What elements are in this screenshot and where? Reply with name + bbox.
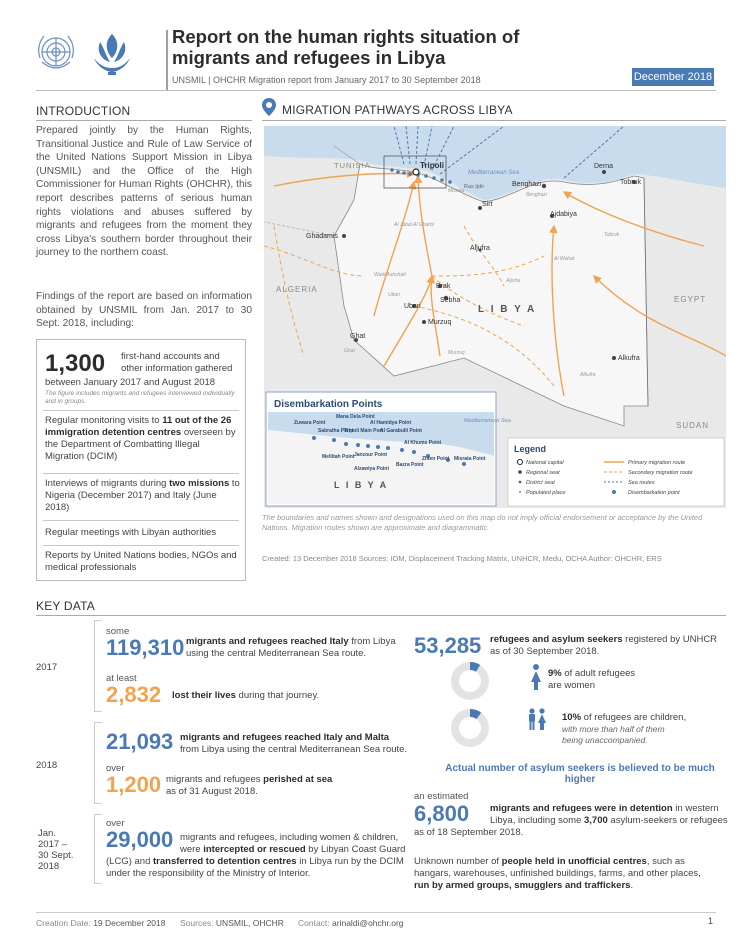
intercepted-desc-3: (LCG) and transferred to detention centres in Libya run by the DCIM (106, 856, 404, 867)
district-ubari: Ubari (388, 292, 400, 298)
at-least-label: at least (106, 673, 137, 684)
bracket-2017 (94, 620, 102, 712)
intercepted-desc-2: were intercepted or rescued by Libyan Coast Guard (180, 844, 406, 855)
algeria-label: ALGERIA (276, 285, 318, 294)
period-label: 2018 (38, 861, 60, 872)
city-ghat: Ghat (350, 333, 366, 340)
women-stat: 9% of adult refugees (548, 668, 636, 679)
report-subtitle: UNSMIL | OHCHR Migration report from January 2017 to 30 September 2018 (172, 75, 481, 85)
inset-point-label: Tripoli Main Port (344, 428, 384, 434)
detention-desc: migrants and refugees were in detention in western (490, 803, 719, 814)
deaths-2017: 2,832 (106, 682, 162, 707)
legend-item: Populated place (526, 490, 566, 496)
children-stat-3: being unaccompanied. (562, 735, 648, 745)
inset-point-label: Zliten Point (422, 456, 450, 462)
city-sirt: Sirt (482, 201, 493, 208)
inset-point-label: Zuwara Point (294, 420, 326, 426)
sea-label: Mediterranean Sea (468, 170, 520, 176)
inset-point-label: Al Khums Point (404, 440, 442, 446)
sources-factbox (36, 339, 246, 581)
reports-item: Reports by United Nations bodies, NGOs and medical professionals (45, 550, 237, 573)
intercepted-desc-1: migrants and refugees, including women & children, (180, 832, 399, 843)
unofficial-line-3: run by armed groups, smugglers and traffickers. (414, 880, 634, 891)
city-ubari: Ubari (404, 303, 421, 310)
monitoring-item: Regular monitoring visits to 11 out of the 26 immigration detention centres overseen by the Department of Combatting Illegal Migration (DCIM) (45, 415, 236, 462)
period-label: 30 Sept. (38, 850, 74, 861)
capital-marker (413, 169, 419, 175)
district-aljufra: Aljufra (506, 278, 521, 284)
detention-total: 6,800 (414, 801, 470, 826)
footer-contact: Contact: arinaldi@ohchr.org (298, 918, 404, 928)
header-rule (36, 90, 716, 91)
women-stat-2: are women (548, 680, 595, 691)
accounts-number: 1,300 (45, 350, 106, 377)
inset-point-label: Al Hamidya Point (370, 420, 412, 426)
district-wahat: Al Wahat (554, 256, 575, 262)
findings-paragraph: Findings of the report are based on information obtained by UNSMIL from Jan. 2017 to 30 Sept. 2018, including: (36, 291, 252, 330)
inset-title: Disembarkation Points (274, 399, 383, 410)
over-label: over (106, 763, 125, 774)
accounts-text: first-hand accounts and other information gathered (121, 351, 233, 374)
deaths-2017-desc: lost their lives during that journey. (172, 690, 320, 701)
key-data-heading: KEY DATA (36, 599, 95, 613)
city-brak: Brak (436, 283, 451, 290)
accounts-note: The figure includes migrants and refugees interviewed individually and in groups. (45, 390, 235, 405)
egypt-label: EGYPT (674, 295, 707, 304)
inset-point-label: Al Garabulli Point (380, 428, 422, 434)
inset-point-label: Mana Dela Point (336, 414, 375, 420)
intercepted-desc-4: under the responsibility of the Ministry of Interior. (106, 868, 311, 879)
italy-malta-arrivals-2018-desc: migrants and refugees reached Italy and Malta (180, 732, 390, 743)
district-alkufra: Alkufra (580, 372, 596, 378)
map-heading: MIGRATION PATHWAYS ACROSS LIBYA (282, 103, 513, 117)
city-ajdabiya: Ajdabiya (550, 211, 577, 218)
un-ohchr-logos-icon (32, 28, 156, 80)
women-donut-chart (450, 661, 490, 701)
city-aljufra: Aljufra (470, 245, 490, 252)
refugees-desc: refugees and asylum seekers registered by UNHCR (490, 634, 718, 645)
legend-title: Legend (514, 444, 547, 454)
period-label: Jan. (38, 828, 56, 839)
legend-route: Sea routes (628, 480, 655, 486)
map-legend (508, 438, 724, 506)
city-ras-ijdir: Ras Ijdir (464, 184, 485, 190)
inset-point-label: Sabratha Point (318, 428, 354, 434)
city-derna: Derna (594, 163, 614, 170)
period-label: 2017 – (38, 839, 68, 850)
header-divider (166, 30, 168, 90)
inset-point-label: Janzour Point (354, 452, 388, 458)
detention-desc-2: Libya, including some 3,700 asylum-seekers or refugees (490, 815, 728, 826)
unofficial-line-1: Unknown number of people held in unofficial centres, such as (414, 856, 685, 867)
refugees-date: as of 30 September 2018. (490, 646, 600, 657)
label-2017: 2017 (36, 662, 58, 673)
footer-sources: Sources: UNSMIL, OHCHR (180, 918, 284, 928)
legend-item: District seat (526, 480, 555, 486)
children-stat: 10% of refugees are children, (562, 712, 687, 723)
unofficial-line-2: hangars, warehouses, unfinished buildings, farms, and other places, (414, 868, 701, 879)
map-disclaimer: The boundaries and names shown and designations used on this map do not imply official endorsement or acceptance by the United Nations. Migration routes shown are approximate and diagrammatic. (262, 513, 703, 532)
district-tobruk: Tobruk (604, 232, 620, 238)
legend-item: National capital (526, 460, 564, 466)
inset-libya: L I B Y A (334, 480, 389, 490)
asylum-seekers-highlight: Actual number of asylum seekers is believed to be much higher (445, 763, 715, 785)
deaths-2018-date: as of 31 August 2018. (166, 786, 258, 797)
bracket-2018 (94, 722, 102, 804)
italy-arrivals-2017-desc: migrants and refugees reached Italy from Libya using the central Mediterranean Sea route. (186, 636, 396, 659)
map-credit: Created: 13 December 2018 Sources: IOM, Displacement Tracking Matrix, UNHCR, Medu, OCHA Author: OHCHR, ERS (262, 554, 662, 563)
inset-point-label: Alzawiya Point (354, 466, 390, 472)
district-ghat: Ghat (344, 348, 355, 354)
deaths-2018-desc: migrants and refugees perished at sea (166, 774, 333, 785)
inset-point-label: Misrata Point (454, 456, 486, 462)
sudan-label: SUDAN (676, 421, 710, 430)
footer-rule (36, 912, 716, 913)
disembarkation-inset (266, 392, 511, 506)
woman-icon (530, 664, 542, 690)
footer-creation: Creation Date: 19 December 2018 (36, 918, 166, 928)
factbox-divider (43, 473, 239, 474)
city-sebha: Sebha (440, 297, 461, 304)
italy-arrivals-2017: 119,310 (106, 635, 185, 660)
factbox-divider (43, 520, 239, 521)
detention-date: as of 18 September 2018. (414, 827, 524, 838)
city-benghazi: Benghazi (512, 181, 542, 188)
children-icon (526, 708, 548, 730)
factbox-divider (43, 545, 239, 546)
intercepted-total: 29,000 (106, 827, 174, 852)
legend-route: Disembarkation point (628, 490, 680, 496)
city-tobruk: Tobruk (620, 179, 642, 186)
page-number: 1 (708, 916, 714, 926)
meetings-item: Regular meetings with Libyan authorities (45, 527, 217, 538)
inset-point-label: Mellitah Point (322, 454, 355, 460)
italy-malta-route-desc: from Libya using the central Mediterranean Sea route. (180, 744, 408, 755)
intro-heading: INTRODUCTION (36, 104, 131, 118)
tunisia-label: TUNISIA (334, 161, 371, 170)
inset-point-label: Bazra Point (396, 462, 424, 468)
district-murzuq: Murzuq (448, 350, 465, 356)
district-wadi: Wadi Ashshati (374, 272, 406, 278)
intro-rule (36, 120, 252, 121)
map-rule (262, 120, 726, 121)
label-2018: 2018 (36, 760, 58, 771)
map-pin-icon (262, 98, 276, 116)
city-tripoli: Tripoli (420, 161, 444, 170)
city-ghadamis: Ghadamis (306, 233, 338, 240)
bracket-period (94, 814, 102, 884)
libya-label: L I B Y A (478, 304, 537, 315)
district-jabal: Al Jabal Al Gharbi (394, 222, 434, 228)
district-misrata: Misrata (448, 188, 465, 194)
legend-item: Regional seat (526, 470, 560, 476)
intro-paragraph: Prepared jointly by the Human Rights, Transitional Justice and Rule of Law Service of the United Nations Support Mission in Libya (UNSMIL) and the Office of the High Commissioner for Human Rights (OHCHR), this report describes patterns of serious human rights violations and abuses suffered by migrants and refugees from the moment they cross Libya's southern border throughout their journey to the northern coast. (36, 125, 252, 259)
report-title: Report on the human rights situation of migrants and refugees in Libya (172, 26, 520, 68)
city-alkufra: Alkufra (618, 355, 640, 362)
estimated-label: an estimated (414, 791, 469, 802)
legend-route: Secondary migration route (628, 470, 693, 476)
date-badge: December 2018 (632, 68, 714, 86)
children-donut-chart (450, 708, 490, 748)
accounts-period: between January 2017 and August 2018 (45, 377, 216, 388)
italy-malta-arrivals-2018: 21,093 (106, 729, 174, 754)
city-murzuq: Murzuq (428, 319, 452, 326)
over-label: over (106, 818, 125, 829)
some-label: some (106, 626, 130, 637)
district-benghazi: Benghazi (526, 192, 547, 198)
inset-sea: Mediterranean Sea (464, 418, 511, 424)
interviews-item: Interviews of migrants during two missions to Nigeria (December 2017) and Italy (June 2018) (45, 478, 240, 513)
factbox-divider (43, 410, 239, 411)
children-stat-2: with more than half of them (562, 724, 665, 734)
key-data-rule (36, 615, 726, 616)
report-page (14, 6, 736, 928)
refugees-total: 53,285 (414, 633, 482, 658)
migration-map (264, 126, 726, 508)
deaths-2018: 1,200 (106, 772, 162, 797)
legend-route: Primary migration route (628, 460, 686, 466)
